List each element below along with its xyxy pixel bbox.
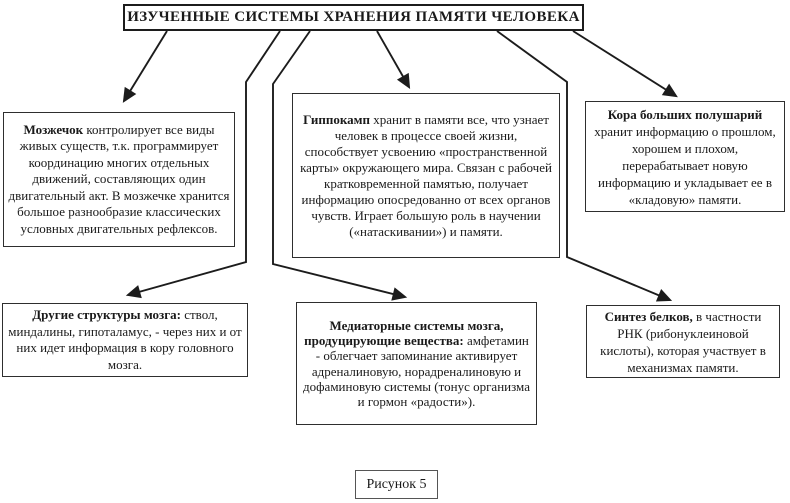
diagram-title	[123, 4, 584, 31]
box-protein-synthesis-lead: Синтез белков,	[604, 308, 693, 324]
box-cortex	[585, 101, 785, 212]
box-other-structures-lead: Другие структуры мозга:	[32, 307, 181, 322]
box-other-structures	[2, 303, 248, 377]
box-cortex-lead: Кора больших полушарий	[607, 106, 763, 122]
arrow-title-to-hippocampus	[377, 31, 409, 87]
box-protein-synthesis-text	[591, 308, 775, 376]
diagram-title-text: ИЗУЧЕННЫЕ СИСТЕМЫ ХРАНЕНИЯ ПАМЯТИ ЧЕЛОВЕКА	[127, 9, 580, 25]
box-other-structures-text	[7, 307, 243, 373]
box-protein-synthesis-rest: в частности РНК (рибонуклеиновой кислоты), которая участвует в механизмах памяти.	[600, 308, 766, 375]
box-cerebellum-text	[8, 122, 230, 237]
box-cerebellum-lead: Мозжечок	[23, 122, 84, 138]
arrow-title-to-cerebellum	[124, 31, 167, 101]
box-cortex-rest: хранит информацию о прошлом, хорошем и плохом, перерабатывает новую информацию и укладывает ее в «кладовую» памяти.	[594, 123, 776, 207]
figure-caption-text: Рисунок 5	[366, 476, 427, 492]
box-protein-synthesis	[586, 305, 780, 378]
box-cortex-text	[590, 106, 780, 208]
figure-caption	[355, 470, 438, 499]
box-mediator-systems-rest: амфетамин - облегчает запоминание активирует адреналиновую, норадреналиновую и дофаминовую системы (тонус организма и гормон «радости»).	[303, 333, 530, 409]
box-mediator-systems	[296, 302, 537, 425]
box-hippocampus-text	[297, 112, 555, 240]
box-mediator-systems-lead: Медиаторные системы мозга, продуцирующие вещества:	[304, 317, 504, 349]
box-hippocampus	[292, 93, 560, 258]
box-mediator-systems-text	[301, 318, 532, 409]
box-other-structures-rest: ствол, миндалины, гипоталамус, - через них и от них идет информация в кору головного мозга.	[8, 307, 242, 372]
box-cerebellum	[3, 112, 235, 247]
arrow-title-to-cortex	[573, 31, 676, 96]
box-cerebellum-rest: контролирует все виды живых существ, т.к. программирует координацию многих отдельных движений, составляющих один двигательный акт. В мозжечке хранится большое разнообразие классических условных двигательных рефлексов.	[8, 122, 230, 236]
box-hippocampus-lead: Гиппокамп	[303, 111, 370, 127]
box-hippocampus-rest: хранит в памяти все, что узнает человек в процессе своей жизни, способствует усвоению «пространственной карты» окружающего мира. Связан с рабочей кратковременной памятью, получает информацию опосредованно от всех органов чувств. Играет большую роль в научении («натаскивании») и памяти.	[300, 111, 552, 239]
